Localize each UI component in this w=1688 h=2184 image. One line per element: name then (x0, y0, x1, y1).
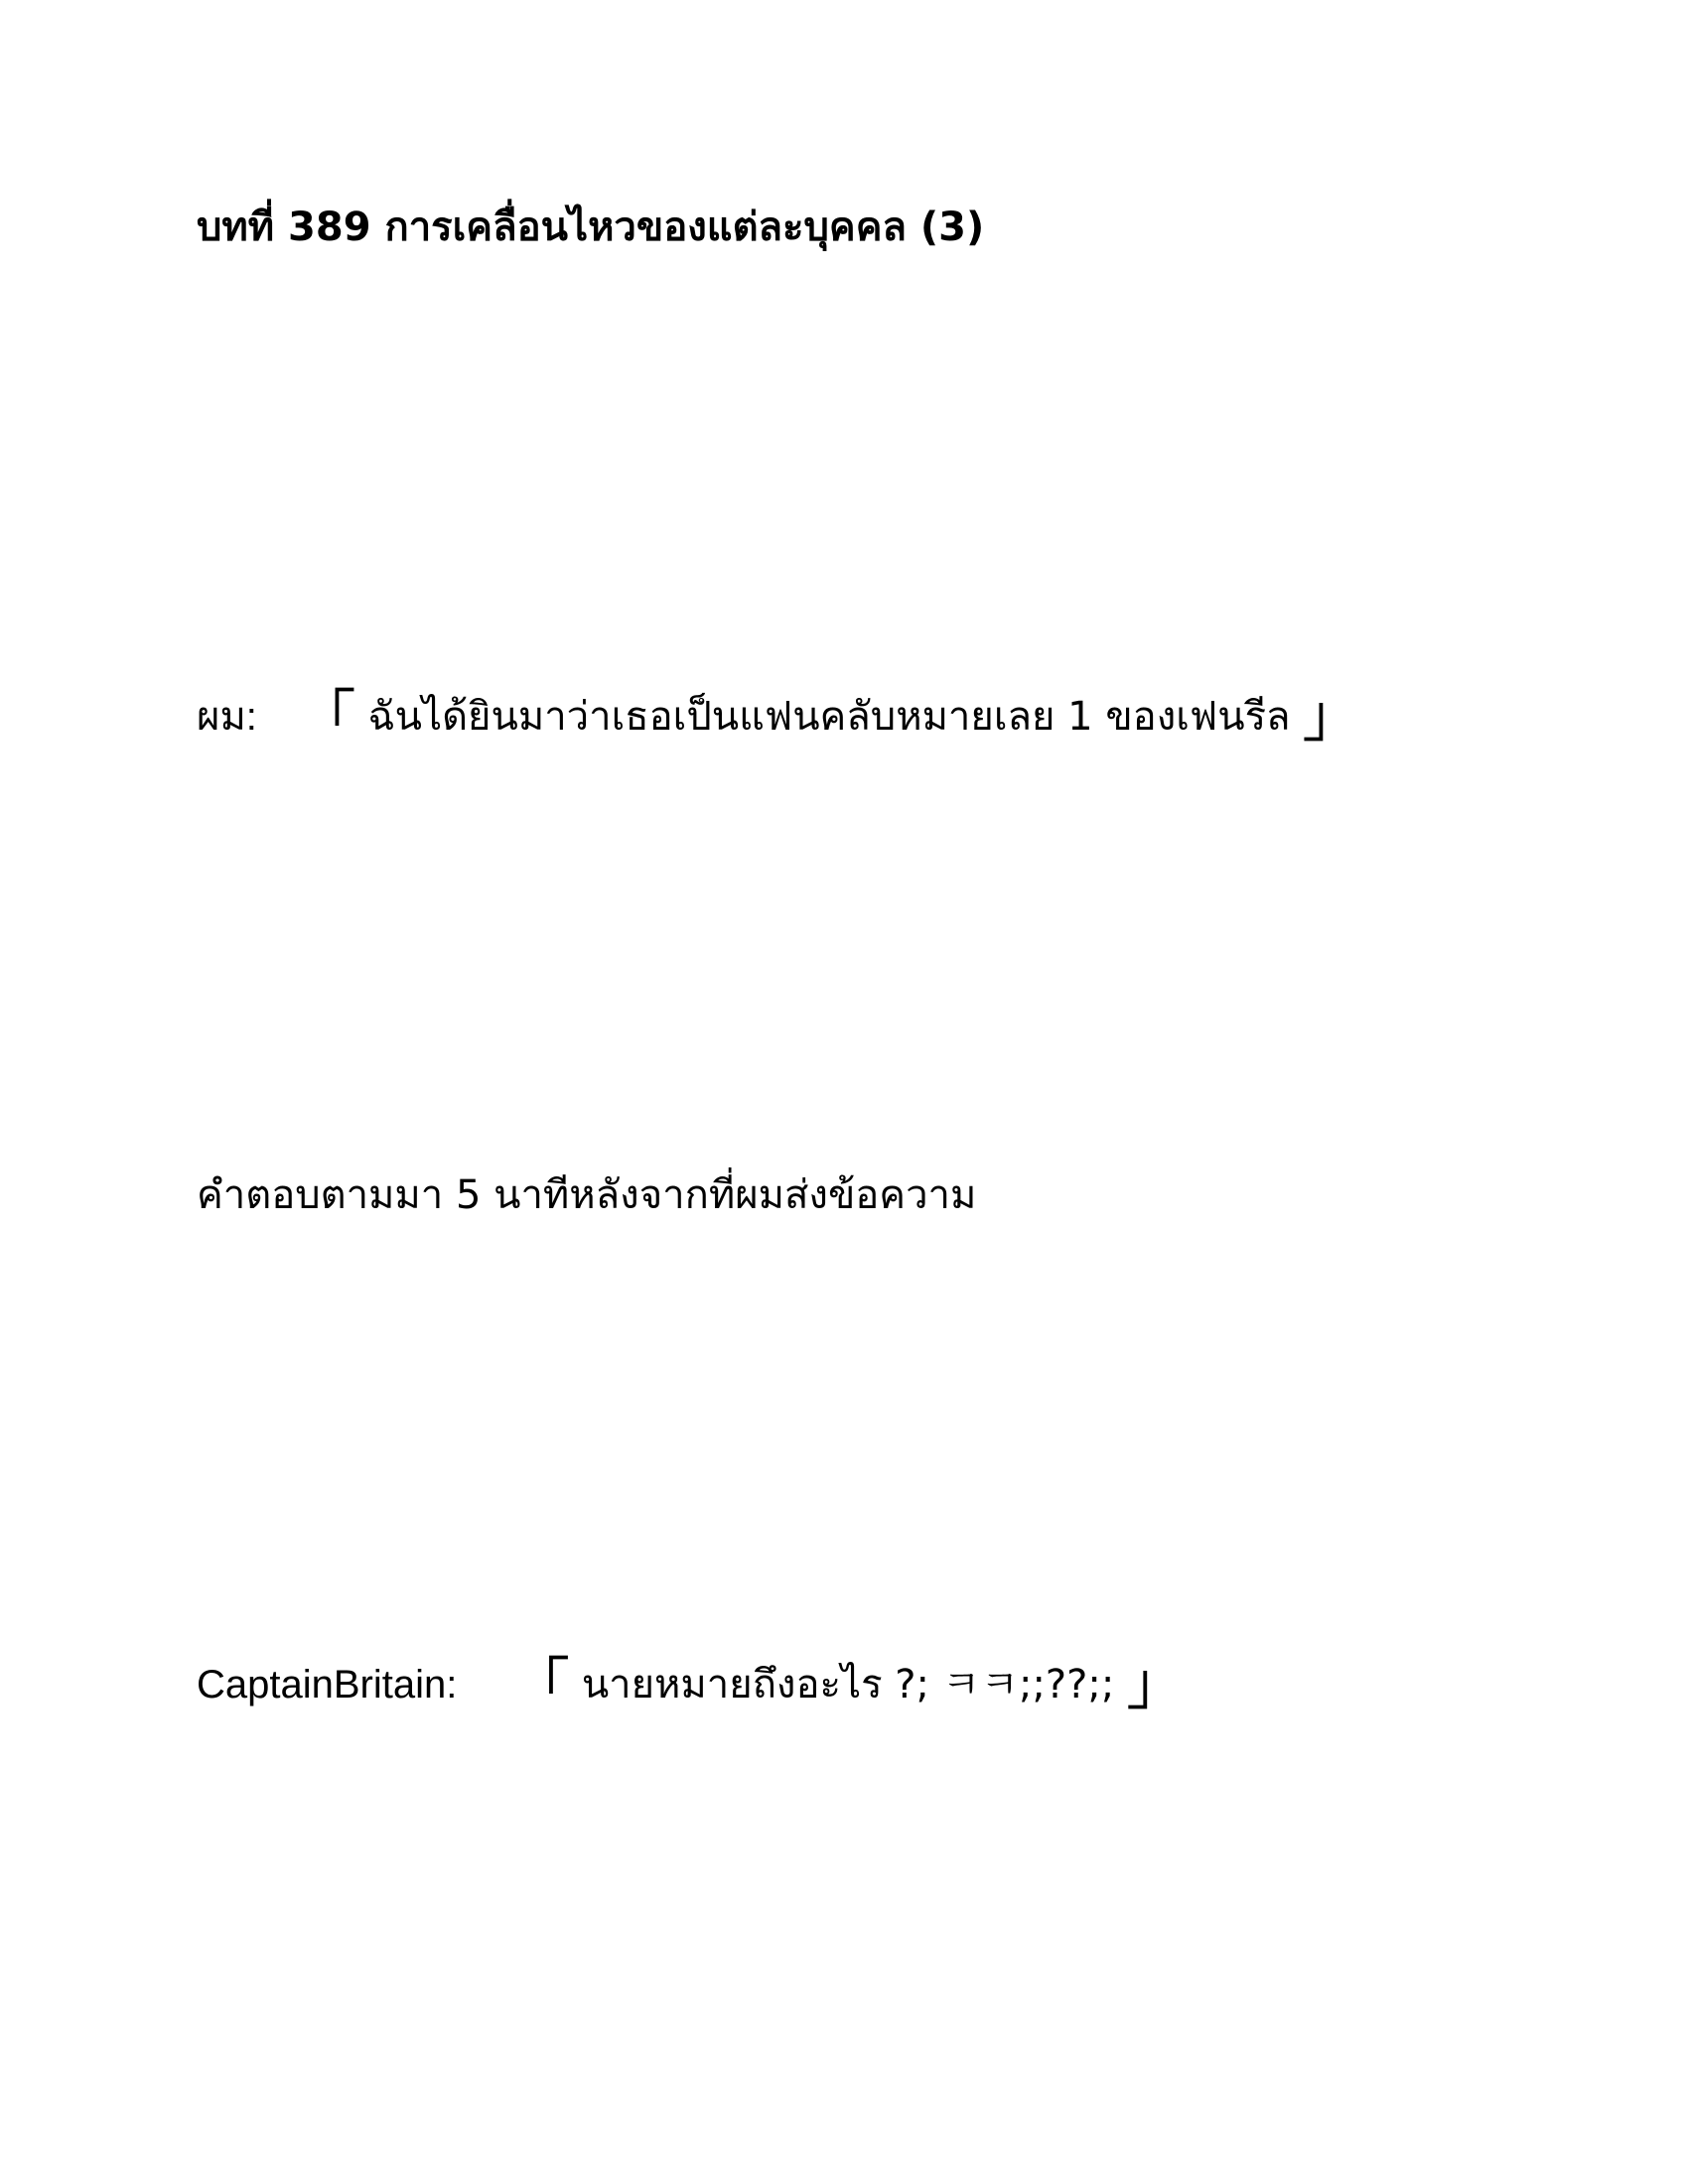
dialogue-message: นายหมายถึงอะไร ?; ㅋㅋ;;??;; (581, 1662, 1115, 1707)
dialogue-line-1 (197, 685, 1359, 750)
open-bracket: 「 (513, 1653, 570, 1717)
open-bracket: 「 (299, 685, 355, 750)
close-bracket: 」 (1303, 685, 1359, 750)
dialogue-message: ฉันได้ยินมาว่าเธอเป็นแฟนคลับหมายเลย 1 ของเฟนรีล (367, 694, 1291, 740)
speaker-label: ผม: (197, 695, 257, 739)
close-bracket: 」 (1127, 1653, 1184, 1717)
narration-line: คำตอบตามมา 5 นาทีหลังจากที่ผมส่งข้อความ (197, 1172, 977, 1218)
chapter-title: บทที่ 389 การเคลื่อนไหวของแต่ละบุคคล (3) (197, 205, 985, 250)
speaker-label: CaptainBritain: (197, 1663, 458, 1706)
dialogue-line-2 (197, 1653, 1184, 1717)
